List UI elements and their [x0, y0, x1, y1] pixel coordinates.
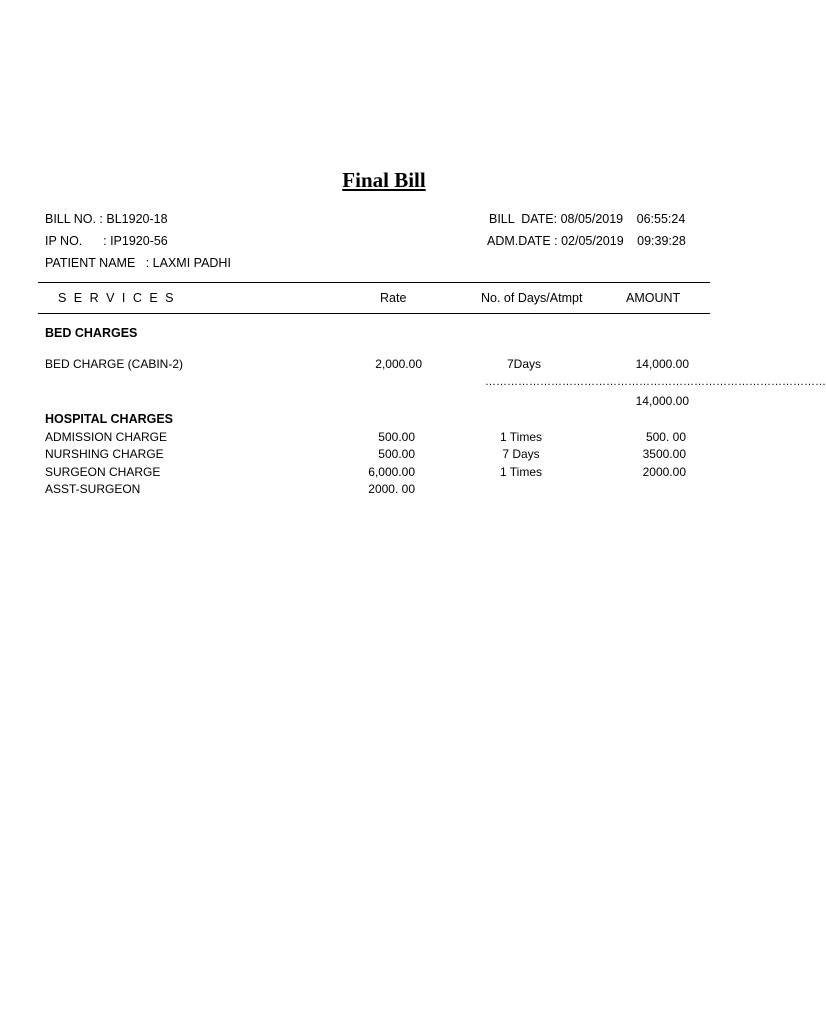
header-top-rule — [38, 282, 710, 283]
bill-title: Final Bill — [342, 168, 426, 192]
bill-no-row — [45, 212, 168, 226]
adm-date-label: ADM.DATE : — [487, 234, 558, 248]
bill-date-row — [489, 212, 685, 226]
service-rate: 500.00 — [378, 447, 415, 461]
service-name: ADMISSION CHARGE — [45, 430, 168, 444]
adm-time-value: 09:39:28 — [637, 234, 686, 248]
service-name: SURGEON CHARGE — [45, 465, 161, 479]
patient-name-value: LAXMI PADHI — [152, 256, 231, 270]
service-rate: 2000. 00 — [368, 482, 415, 496]
ip-no-label: IP NO. : — [45, 234, 107, 248]
bed-charge-service: BED CHARGE (CABIN-2) — [45, 357, 184, 371]
column-header-amount: AMOUNT — [626, 291, 681, 305]
bill-date-label: BILL DATE: — [489, 212, 558, 226]
bed-charge-rate: 2,000.00 — [375, 357, 422, 371]
bill-date-value: 08/05/2019 — [560, 212, 624, 226]
column-header-days: No. of Days/Atmpt — [481, 291, 583, 305]
service-name: NURSHING CHARGE — [45, 447, 164, 461]
patient-name-row — [45, 256, 231, 270]
service-amount: 500. 00 — [645, 430, 686, 444]
bill-time-value: 06:55:24 — [636, 212, 686, 226]
bed-charge-days: 7Days — [507, 357, 542, 371]
patient-name-label: PATIENT NAME : — [45, 256, 150, 270]
header-bottom-rule — [38, 313, 710, 314]
column-header-rate: Rate — [380, 291, 407, 305]
service-days: 1 Times — [499, 430, 542, 444]
service-days: 7 Days — [502, 447, 540, 461]
bed-subtotal: 14,000.00 — [635, 394, 689, 408]
bed-charge-amount: 14,000.00 — [635, 357, 689, 371]
hospital-charges-heading: HOSPITAL CHARGES — [45, 412, 174, 426]
service-rate: 500.00 — [378, 430, 415, 444]
ip-no-row — [45, 234, 168, 248]
column-header-services: S E R V I C E S — [58, 291, 176, 305]
service-name: ASST-SURGEON — [45, 482, 141, 496]
service-rate: 6,000.00 — [368, 465, 415, 479]
adm-date-row — [487, 234, 686, 248]
bill-no-label: BILL NO. : — [45, 212, 103, 226]
service-amount: 3500.00 — [642, 447, 686, 461]
bed-charges-heading: BED CHARGES — [45, 326, 138, 340]
bill-no-value: BL1920-18 — [106, 212, 168, 226]
subtotal-dotted-line: ………………………………………………………………………………… — [485, 376, 826, 388]
adm-date-value: 02/05/2019 — [561, 234, 624, 248]
service-amount: 2000.00 — [642, 465, 686, 479]
ip-no-value: IP1920-56 — [110, 234, 168, 248]
service-days: 1 Times — [499, 465, 542, 479]
